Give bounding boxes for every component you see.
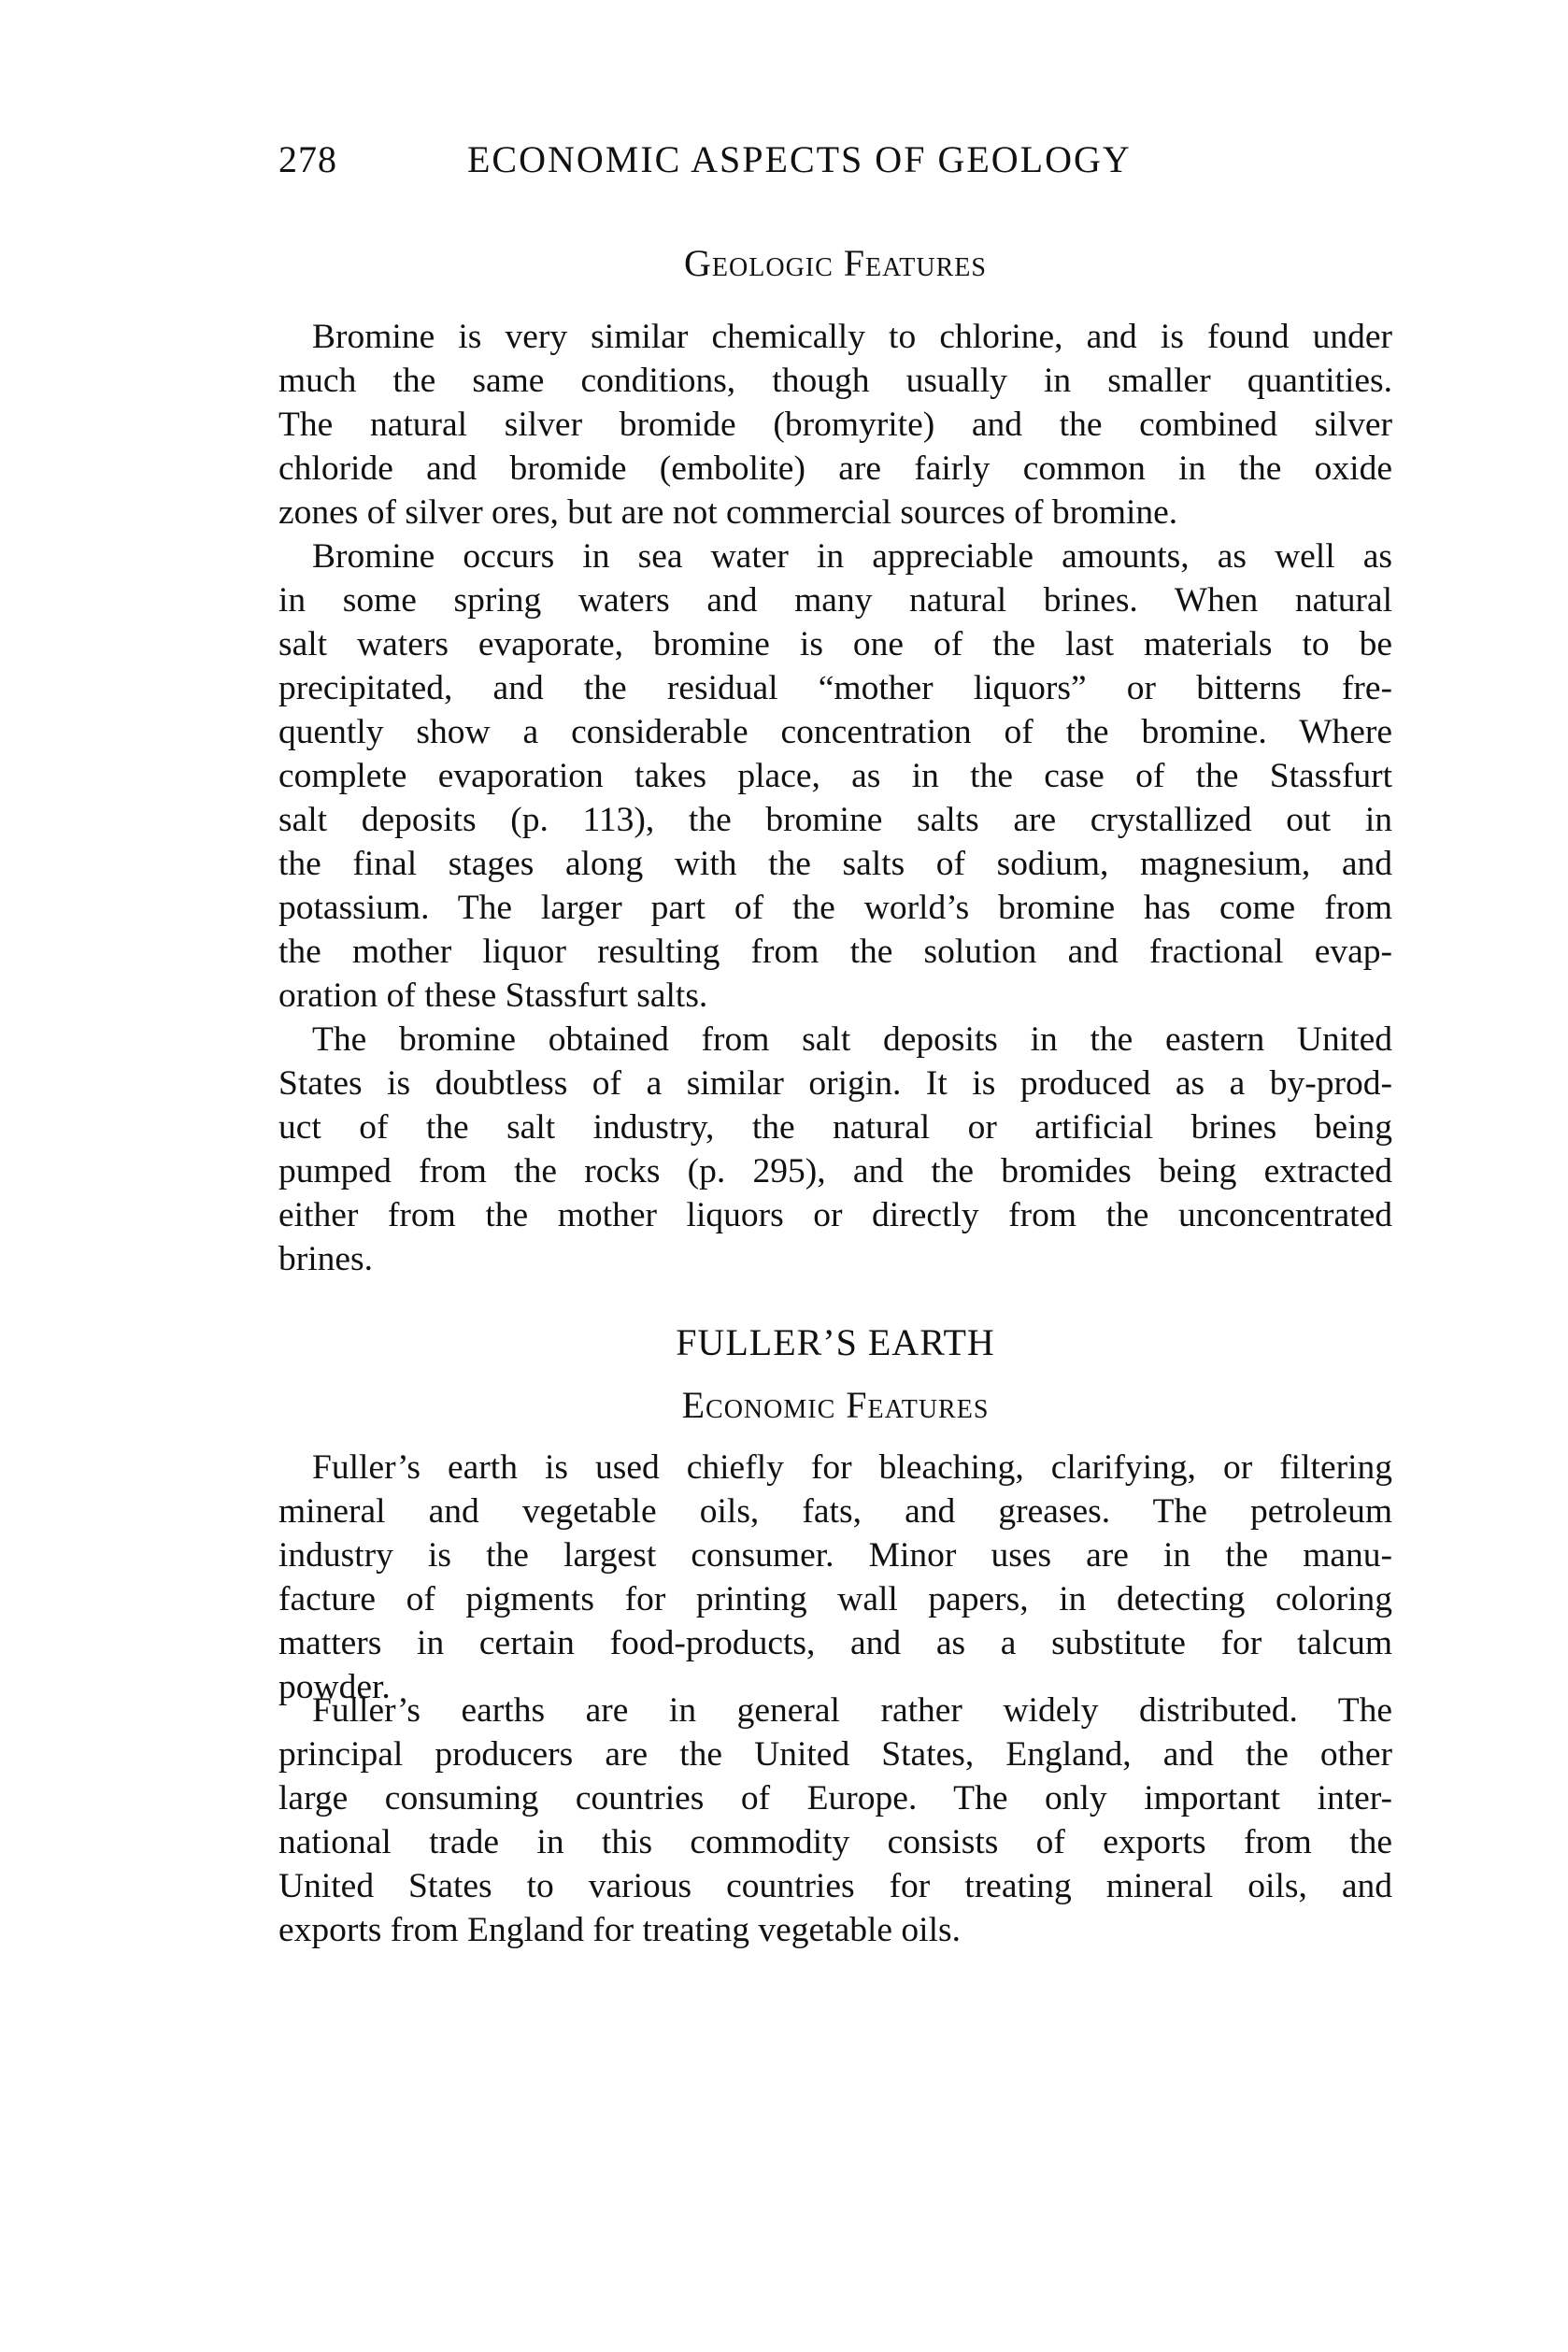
text-line: brines. xyxy=(278,1240,374,1278)
text-line: exports from England for treating vegetable oils. xyxy=(278,1911,961,1949)
chapter-title-fullers-earth: FULLER’S EARTH xyxy=(676,1321,995,1363)
text-line: in some spring waters and many natural brines. When natural xyxy=(278,581,1392,620)
text-line: Bromine is very similar chemically to chlorine, and is found under xyxy=(312,318,1392,356)
text-line: complete evaporation takes place, as in the case of the Stassfurt xyxy=(278,757,1392,795)
text-line: large consuming countries of Europe. The only important inter- xyxy=(278,1779,1392,1817)
text-line: the final stages along with the salts of sodium, magnesium, and xyxy=(278,845,1392,883)
text-line: matters in certain food-products, and as a substitute for talcum xyxy=(278,1624,1392,1662)
text-line: potassium. The larger part of the world’s bromine has come from xyxy=(278,889,1392,927)
text-line: The natural silver bromide (bromyrite) and the combined silver xyxy=(278,406,1392,444)
text-line: oration of these Stassfurt salts. xyxy=(278,976,708,1015)
text-line: quently show a considerable concentration of the bromine. Where xyxy=(278,713,1392,751)
text-line: Fuller’s earth is used chiefly for bleaching, clarifying, or filtering xyxy=(312,1448,1392,1487)
text-line: industry is the largest consumer. Minor uses are in the manu- xyxy=(278,1536,1392,1575)
text-line: powder. xyxy=(278,1668,391,1706)
text-line: either from the mother liquors or directly from the unconcentrated xyxy=(278,1196,1392,1234)
paragraph xyxy=(278,1018,1392,1281)
text-line: zones of silver ores, but are not commercial sources of bromine. xyxy=(278,493,1178,532)
text-line: pumped from the rocks (p. 295), and the bromides being extracted xyxy=(278,1152,1392,1190)
text-line: States is doubtless of a similar origin. It is produced as a by-prod- xyxy=(278,1064,1392,1103)
text-line: national trade in this commodity consists of exports from the xyxy=(278,1823,1392,1861)
section-heading-geologic-features: Geologic Features xyxy=(684,242,987,284)
text-line: salt waters evaporate, bromine is one of the last materials to be xyxy=(278,625,1392,663)
text-line: Bromine occurs in sea water in appreciable amounts, as well as xyxy=(312,537,1392,576)
text-line: uct of the salt industry, the natural or artificial brines being xyxy=(278,1108,1392,1147)
text-line: mineral and vegetable oils, fats, and greases. The petroleum xyxy=(278,1492,1392,1531)
paragraph xyxy=(278,1689,1392,1952)
text-line: salt deposits (p. 113), the bromine salts are crystallized out in xyxy=(278,801,1392,839)
text-line: chloride and bromide (embolite) are fairly common in the oxide xyxy=(278,449,1392,488)
text-line: Fuller’s earths are in general rather widely distributed. The xyxy=(312,1691,1392,1730)
text-line: facture of pigments for printing wall papers, in detecting coloring xyxy=(278,1580,1392,1618)
running-title: ECONOMIC ASPECTS OF GEOLOGY xyxy=(467,138,1132,180)
text-line: principal producers are the United States, England, and the other xyxy=(278,1735,1392,1774)
text-line: much the same conditions, though usually in smaller quantities. xyxy=(278,362,1392,400)
paragraph xyxy=(278,1446,1392,1709)
page-number: 278 xyxy=(278,138,337,180)
text-line: precipitated, and the residual “mother liquors” or bitterns fre- xyxy=(278,669,1392,707)
text-line: the mother liquor resulting from the solution and fractional evap- xyxy=(278,933,1392,971)
paragraph xyxy=(278,535,1392,1018)
running-head xyxy=(278,136,1392,183)
section-heading-economic-features: Economic Features xyxy=(681,1384,990,1426)
paragraph xyxy=(278,315,1392,535)
text-line: United States to various countries for treating mineral oils, and xyxy=(278,1867,1392,1905)
text-line: The bromine obtained from salt deposits in the eastern United xyxy=(312,1020,1392,1059)
